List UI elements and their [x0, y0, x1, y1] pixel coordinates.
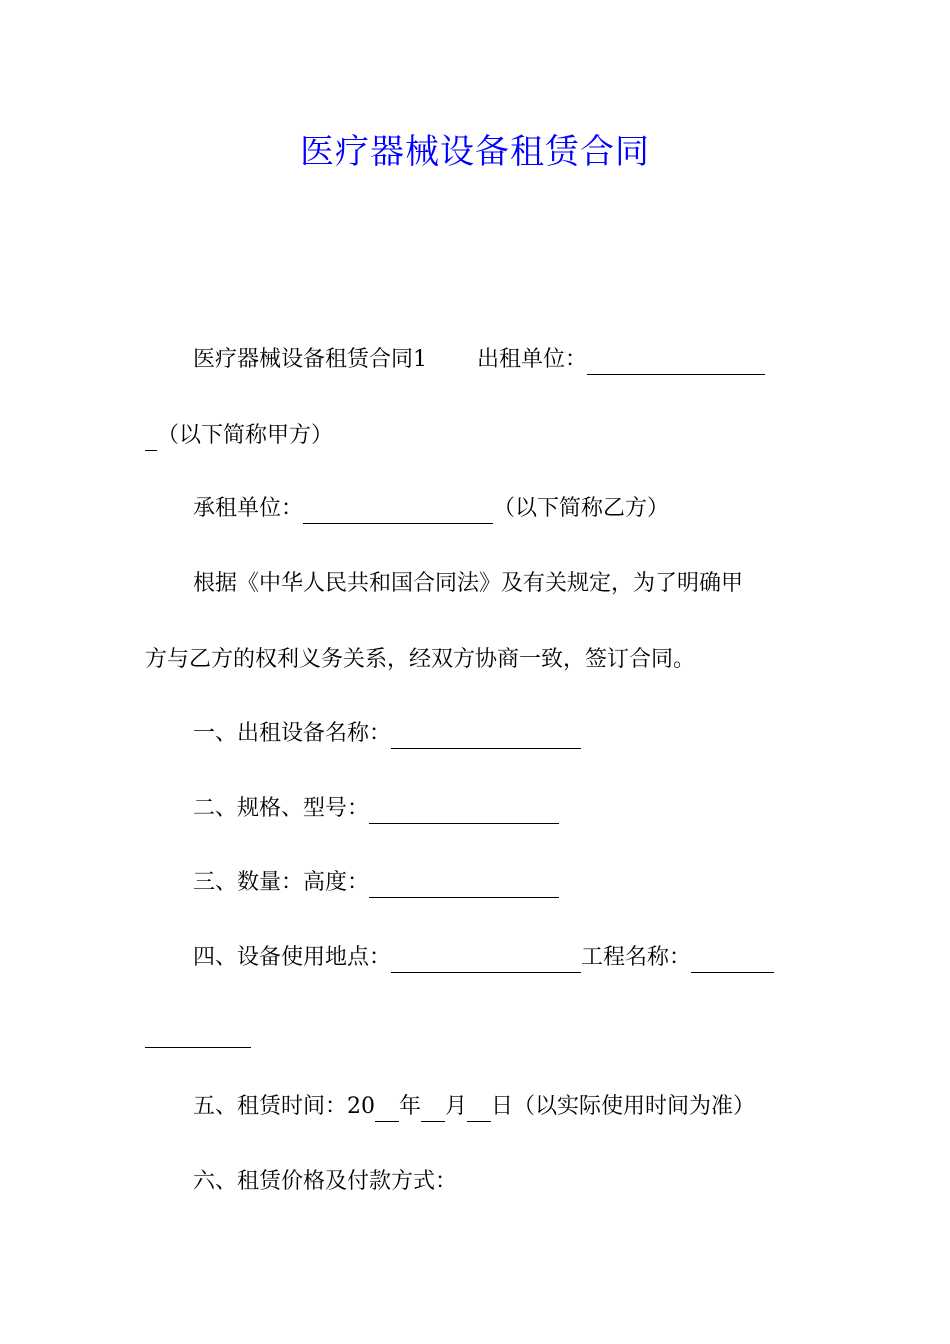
clause-6-line: 六、租赁价格及付款方式：	[193, 1169, 458, 1194]
quantity-height-blank[interactable]	[369, 875, 559, 898]
clause-5-note: （以实际使用时间为准）	[513, 1094, 756, 1119]
clause-5-line	[145, 1092, 858, 1122]
year-label: 年	[399, 1094, 422, 1119]
clause-3-label: 三、数量：高度：	[193, 870, 370, 895]
preamble-line-2: 方与乙方的权利义务关系，经双方协商一致，签订合同。	[145, 647, 696, 672]
preamble-line-1: 根据《中华人民共和国合同法》及有关规定，为了明确甲	[193, 571, 744, 596]
equipment-name-blank[interactable]	[391, 726, 581, 749]
clause-2-label: 二、规格、型号：	[193, 796, 370, 821]
intro-line	[145, 345, 858, 375]
day-label: 日	[491, 1094, 514, 1119]
lessor-blank-continued[interactable]	[145, 428, 157, 451]
month-label: 月	[445, 1094, 468, 1119]
contract-heading: 医疗器械设备租赁合同1	[193, 347, 427, 372]
lessee-suffix: （以下简称乙方）	[493, 496, 670, 521]
clause-4-line	[145, 943, 858, 973]
clause-5-prefix: 五、租赁时间：20	[193, 1094, 375, 1119]
clause-1-line	[145, 719, 858, 749]
project-name-label: 工程名称：	[581, 945, 692, 970]
lessee-line	[145, 494, 858, 524]
lessor-suffix: （以下简称甲方）	[157, 423, 334, 448]
lessor-label: 出租单位：	[477, 347, 588, 372]
clause-4-label: 四、设备使用地点：	[193, 945, 392, 970]
clause-3-line	[145, 868, 858, 898]
clause-2-line	[145, 794, 858, 824]
document-title: 医疗器械设备租赁合同	[300, 132, 650, 172]
lessor-blank[interactable]	[587, 352, 765, 375]
day-blank[interactable]	[467, 1099, 491, 1122]
clause-4-continuation-line	[145, 1018, 810, 1048]
year-blank[interactable]	[375, 1099, 399, 1122]
lessee-label: 承租单位：	[193, 496, 304, 521]
clause-1-label: 一、出租设备名称：	[193, 721, 392, 746]
project-name-blank[interactable]	[691, 950, 774, 973]
project-name-blank-continued[interactable]	[145, 1025, 251, 1048]
month-blank[interactable]	[421, 1099, 445, 1122]
usage-location-blank[interactable]	[391, 950, 581, 973]
spec-model-blank[interactable]	[369, 801, 559, 824]
lessor-continuation-line	[145, 421, 810, 451]
lessee-blank[interactable]	[303, 501, 493, 524]
